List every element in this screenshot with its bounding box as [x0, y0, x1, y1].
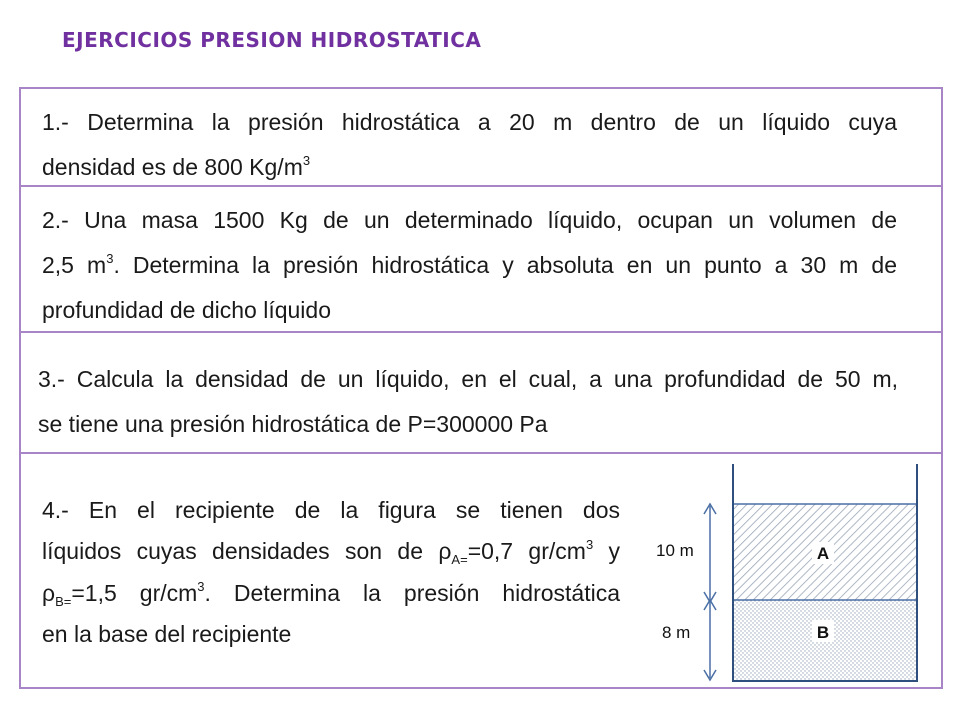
exercise-4-line-1: 4.- En el recipiente de la figura se tienen dos — [42, 497, 620, 523]
exercise-2-volume-text: 2,5 m — [42, 251, 107, 278]
exercise-1-line-1: 1.- Determina la presión hidrostática a 20 m dentro de un líquido cuya — [42, 109, 897, 135]
page-title: EJERCICIOS PRESION HIDROSTATICA — [62, 28, 482, 52]
subscript: A= — [451, 552, 468, 568]
container-diagram — [640, 458, 930, 686]
exercise-4-line-2-text: líquidos cuyas densidades son de ρ — [42, 538, 452, 565]
exercise-1-line-2 — [42, 145, 897, 190]
exercise-1 — [42, 100, 897, 190]
exercise-1-density-text: densidad es de 800 Kg/m — [42, 153, 303, 180]
exercise-2-line-1: 2.- Una masa 1500 Kg de un determinado líquido, ocupan un volumen de — [42, 207, 897, 233]
exercise-2-line-3: profundidad de dicho líquido — [42, 296, 332, 323]
exponent: 3 — [197, 578, 205, 594]
rho-symbol: ρ — [42, 579, 56, 606]
exercise-3-line-1: 3.- Calcula la densidad de un líquido, en el cual, a una profundidad de 50 m, — [38, 366, 898, 392]
height-b-label: 8 m — [662, 623, 691, 642]
exercise-2-line-2-rest: . Determina la presión hidrostática y absoluta en un punto a 30 m de — [113, 251, 897, 278]
subscript: B= — [55, 593, 72, 609]
exponent: 3 — [106, 250, 114, 266]
exercise-3-line-2: se tiene una presión hidrostática de P=300000 Pa — [38, 410, 548, 437]
liquid-a-label: A — [816, 544, 830, 563]
exercise-4 — [42, 490, 620, 656]
exercise-4-line-2 — [42, 531, 620, 572]
row-divider — [21, 452, 941, 454]
exercise-4-line-4: en la base del recipiente — [42, 621, 292, 648]
density-a-value: =0,7 gr/cm — [467, 538, 586, 565]
conjunction: y — [593, 538, 621, 565]
exponent: 3 — [302, 152, 311, 168]
liquid-b-label: B — [816, 623, 830, 642]
exercise-4-line-3 — [42, 573, 620, 614]
exercise-4-line-3-rest: . Determina la presión hidrostática — [204, 579, 621, 606]
height-a-label: 10 m — [656, 541, 694, 560]
exercise-2-line-2 — [42, 243, 897, 288]
exercise-3 — [38, 357, 898, 447]
exercise-2 — [42, 198, 897, 333]
density-b-value: =1,5 gr/cm — [71, 579, 198, 606]
exponent: 3 — [585, 537, 594, 553]
